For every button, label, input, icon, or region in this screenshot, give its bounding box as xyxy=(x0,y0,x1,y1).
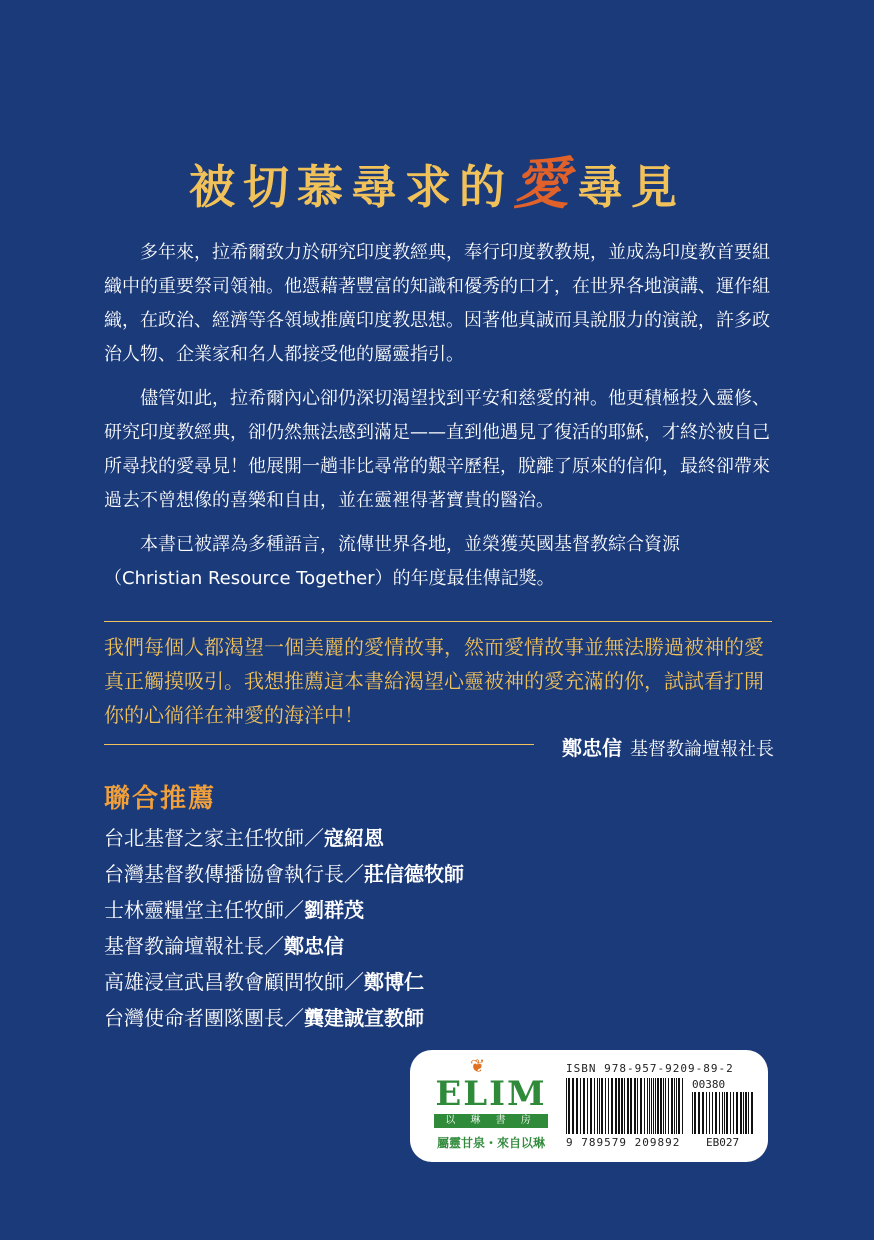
addon-text: 00380 xyxy=(692,1078,726,1091)
barcode-bar xyxy=(740,1092,742,1134)
quote-author xyxy=(562,732,774,761)
barcode-bar xyxy=(694,1092,696,1134)
barcode-bar xyxy=(624,1078,625,1134)
quote-top-rule xyxy=(104,621,772,622)
barcode-bar xyxy=(663,1078,664,1134)
barcode-bar xyxy=(649,1078,650,1134)
barcode-bar xyxy=(630,1078,632,1134)
recommender-item: 基督教論壇報社長／鄭忠信 xyxy=(104,934,344,958)
product-code: EB027 xyxy=(706,1136,740,1149)
publisher-motto: 屬靈甘泉・來自以琳 xyxy=(436,1136,545,1150)
barcode-bar xyxy=(637,1078,638,1134)
barcode-bar xyxy=(590,1078,592,1134)
barcode-bar xyxy=(715,1092,717,1134)
barcode-bar xyxy=(594,1078,595,1134)
barcode-bar xyxy=(676,1078,677,1134)
barcode-bar xyxy=(719,1092,720,1134)
barcode-bar xyxy=(568,1078,570,1134)
barcode-bar xyxy=(724,1092,725,1134)
barcode-bar xyxy=(668,1078,669,1134)
barcode-bar xyxy=(702,1092,704,1134)
title-part1: 被切慕尋求的 xyxy=(189,160,513,214)
barcode-bars xyxy=(566,1078,686,1134)
description xyxy=(104,236,772,606)
barcode-bar xyxy=(611,1078,613,1134)
title-part2: 尋見 xyxy=(577,160,685,214)
publisher-cn-name: 以 琳 書 房 xyxy=(434,1114,548,1128)
barcode-bar xyxy=(640,1078,642,1134)
barcode-bar xyxy=(726,1092,728,1134)
barcode-bar xyxy=(597,1078,598,1134)
paragraph-1: 多年來，拉希爾致力於研究印度教經典，奉行印度教教規，並成為印度教首要組織中的重要祭司領袖。他憑藉著豐富的知識和優秀的口才，在世界各地演講、運作組織，在政治、經濟等各領域推廣印度教思想。因著他真誠而具說服力的演說，許多政治人物、企業家和名人都接受他的屬靈指引。 xyxy=(104,242,770,365)
barcode-bar xyxy=(660,1078,662,1134)
barcode-bar xyxy=(618,1078,620,1134)
barcode-bar xyxy=(576,1078,578,1134)
recommender-list xyxy=(104,820,464,1036)
barcode-bar xyxy=(621,1078,623,1134)
ean-text: 9 789579 209892 xyxy=(566,1136,681,1149)
barcode-bar xyxy=(698,1092,700,1134)
barcode-bar xyxy=(682,1078,683,1134)
recommender-item: 台灣基督教傳播協會執行長／莊信德牧師 xyxy=(104,862,464,886)
barcode-bar xyxy=(615,1078,617,1134)
publisher-barcode-panel xyxy=(410,1050,768,1162)
barcode-bar xyxy=(671,1078,673,1134)
barcode-bar xyxy=(657,1078,659,1134)
barcode-bar xyxy=(751,1092,753,1134)
recommender-item: 台灣使命者團隊團長／龔建誠宣教師 xyxy=(104,1006,424,1030)
barcode-bar xyxy=(706,1092,707,1134)
barcode-bar xyxy=(587,1078,588,1134)
barcode-bar xyxy=(627,1078,629,1134)
barcode-bar xyxy=(743,1092,745,1134)
recommend-title: 聯合推薦 xyxy=(104,784,217,814)
barcode-bar xyxy=(736,1092,738,1134)
paragraph-3: 本書已被譯為多種語言，流傳世界各地，並榮獲英國基督教綜合資源（Christian Resource Together）的年度最佳傳記獎。 xyxy=(104,534,680,589)
barcode-bar xyxy=(655,1078,656,1134)
barcode-bar xyxy=(583,1078,585,1134)
barcode-bar xyxy=(651,1078,652,1134)
barcode-bar xyxy=(730,1092,731,1134)
barcode-bar xyxy=(709,1092,711,1134)
barcode-bar xyxy=(634,1078,636,1134)
isbn-text: ISBN 978-957-9209-89-2 xyxy=(566,1062,734,1075)
barcode-bar xyxy=(712,1092,713,1134)
barcode-bar xyxy=(674,1078,675,1134)
barcode-bar xyxy=(566,1078,567,1134)
publisher-logo xyxy=(424,1056,558,1152)
barcode-bar xyxy=(599,1078,600,1134)
recommender-item: 台北基督之家主任牧師／寇紹恩 xyxy=(104,826,384,850)
barcode-bar xyxy=(653,1078,654,1134)
barcode-bar xyxy=(665,1078,666,1134)
barcode-bar xyxy=(678,1078,680,1134)
barcode-bar xyxy=(572,1078,574,1134)
barcode-bar xyxy=(745,1092,747,1134)
barcode-bar xyxy=(644,1078,645,1134)
quote-bottom-rule xyxy=(104,744,534,745)
book-title xyxy=(0,140,874,220)
paragraph-2: 儘管如此，拉希爾內心卻仍深切渴望找到平安和慈愛的神。他更積極投入靈修、研究印度教經典，卻仍然無法感到滿足——直到他遇見了復活的耶穌，才終於被自己所尋找的愛尋見！他展開一趟非比尋常的艱辛歷程，脫離了原來的信仰，最終卻帶來過去不曾想像的喜樂和自由，並在靈裡得著寶貴的醫治。 xyxy=(104,388,770,511)
barcode-bar xyxy=(692,1092,693,1134)
publisher-logo-text: ELIM xyxy=(435,1074,547,1114)
endorsement-quote: 我們每個人都渴望一個美麗的愛情故事，然而愛情故事並無法勝過被神的愛真正觸摸吸引。我想推薦這本書給渴望心靈被神的愛充滿的你，試試看打開你的心徜徉在神愛的海洋中！ xyxy=(104,635,764,727)
barcode-bar xyxy=(608,1078,609,1134)
quote-author-name: 鄭忠信 xyxy=(562,736,622,760)
recommender-item: 高雄浸宣武昌教會顧問牧師／鄭博仁 xyxy=(104,970,424,994)
barcode-bar xyxy=(647,1078,648,1134)
barcode xyxy=(566,1062,756,1152)
barcode-bar xyxy=(733,1092,734,1134)
barcode-bar xyxy=(601,1078,603,1134)
recommender-item: 士林靈糧堂主任牧師／劉群茂 xyxy=(104,898,364,922)
barcode-bar xyxy=(748,1092,749,1134)
title-love-char: 愛 xyxy=(513,151,577,217)
barcode-bar xyxy=(722,1092,723,1134)
barcode-bar xyxy=(605,1078,606,1134)
leaf-icon: ❦ xyxy=(470,1056,486,1077)
addon-bars xyxy=(692,1092,754,1134)
barcode-bar xyxy=(580,1078,581,1134)
quote-author-role: 基督教論壇報社長 xyxy=(630,739,774,760)
